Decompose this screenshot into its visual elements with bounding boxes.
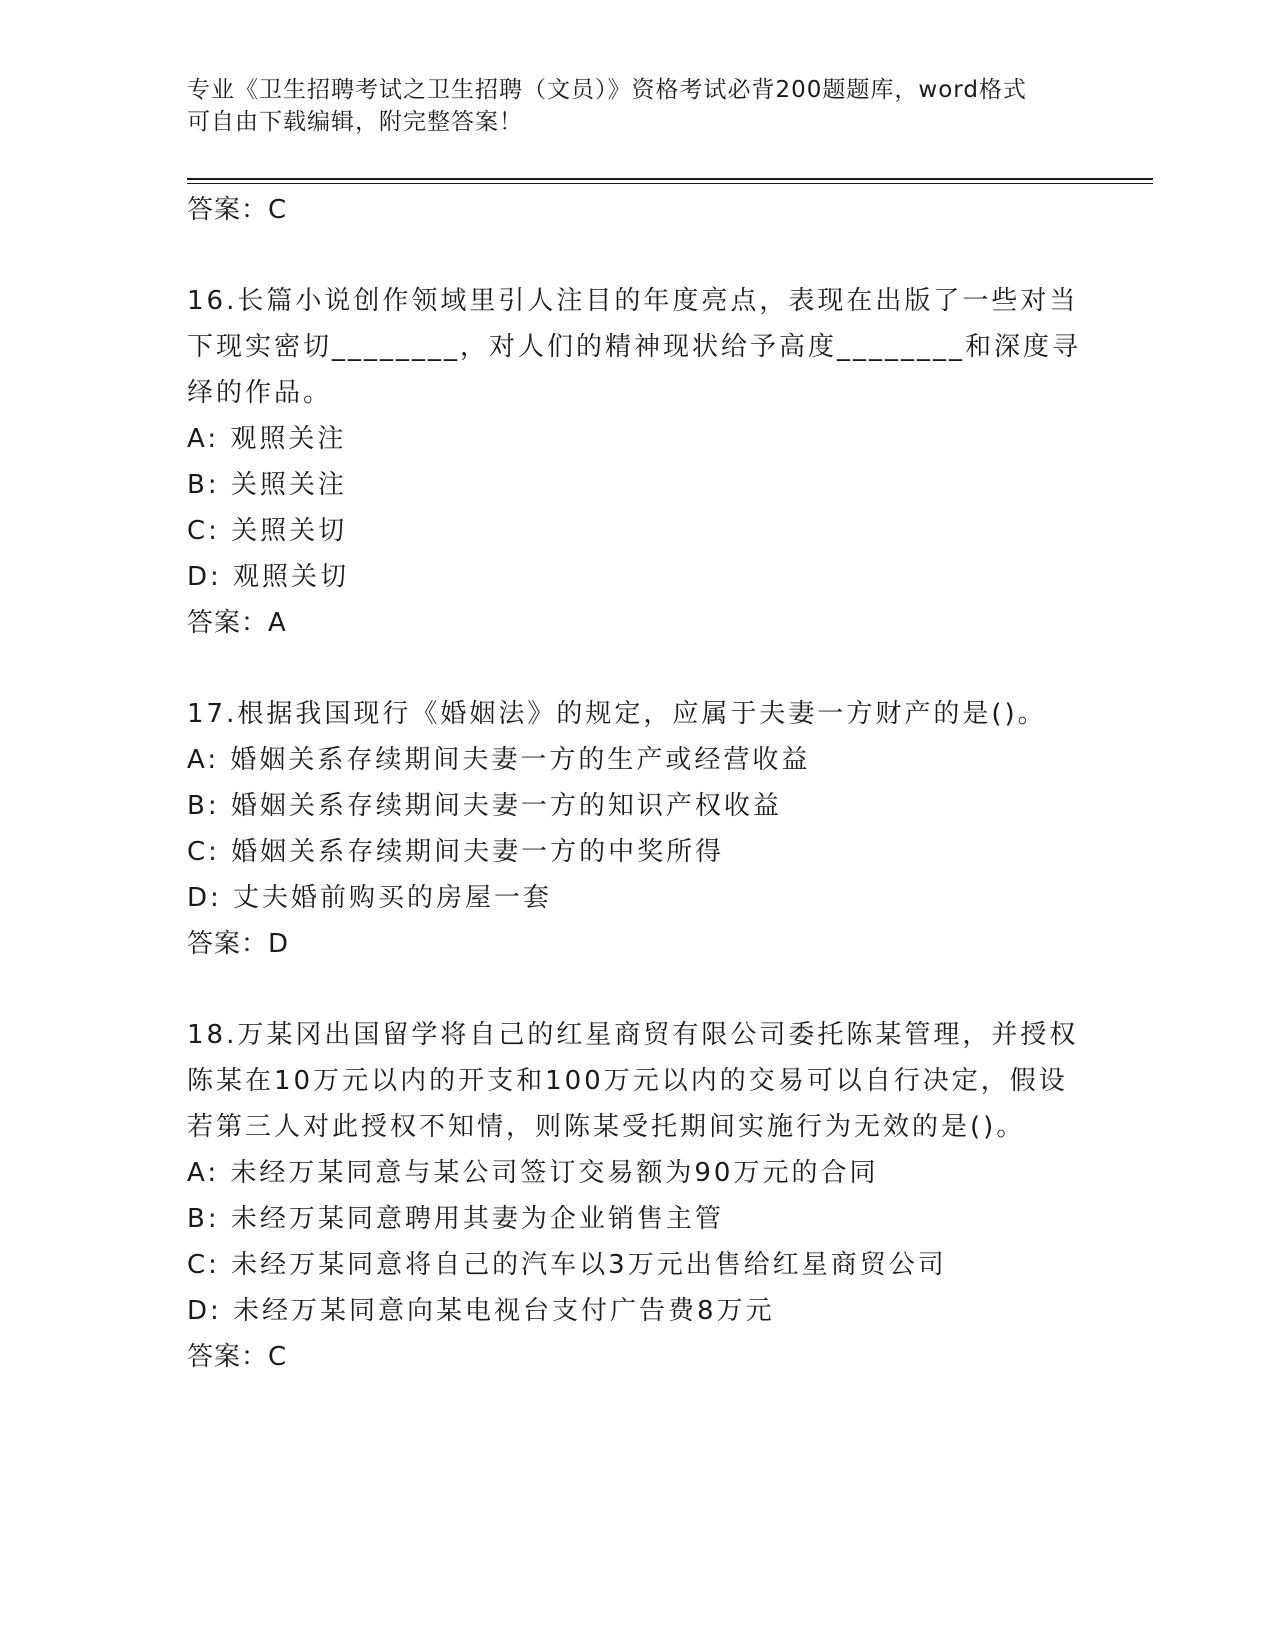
question-16 [187,278,1087,646]
question-16-option-c: C: 关照关切 [187,516,348,546]
question-17-option-b: B: 婚姻关系存续期间夫妻一方的知识产权收益 [187,791,782,821]
question-17-line-1: 17.根据我国现行《婚姻法》的规定，应属于夫妻一方财产的是()。 [187,699,1047,729]
question-18-option-d: D: 未经万某同意向某电视台支付广告费8万元 [187,1296,775,1326]
question-18-line-2: 陈某在10万元以内的开支和100万元以内的交易可以自行决定，假设 [187,1066,1068,1096]
question-18-option-b: B: 未经万某同意聘用其妻为企业销售主管 [187,1204,724,1234]
question-18-option-a: A: 未经万某同意与某公司签订交易额为90万元的合同 [187,1158,879,1188]
document-header [187,74,1067,138]
question-17-option-a: A: 婚姻关系存续期间夫妻一方的生产或经营收益 [187,745,811,775]
question-16-line-1: 16.长篇小说创作领域里引人注目的年度亮点，表现在出版了一些对当 [187,286,1079,316]
question-17 [187,691,1087,967]
question-16-line-3: 绎的作品。 [187,378,333,408]
answer-15: 答案：C [187,195,288,225]
header-line-1: 专业《卫生招聘考试之卫生招聘（文员）》资格考试必背200题题库，word格式 [187,77,1027,103]
question-18 [187,1012,1087,1380]
question-16-option-b: B: 关照关注 [187,470,347,500]
question-18-line-1: 18.万某冈出国留学将自己的红星商贸有限公司委托陈某管理，并授权 [187,1020,1079,1050]
header-rule-thin [187,183,1153,184]
answer-18: 答案：C [187,1342,288,1372]
question-17-option-d: D: 丈夫婚前购买的房屋一套 [187,883,553,913]
spacer [187,967,1087,1012]
header-line-2: 可自由下载编辑，附完整答案！ [187,109,523,135]
question-17-option-c: C: 婚姻关系存续期间夫妻一方的中奖所得 [187,837,725,867]
question-18-option-c: C: 未经万某同意将自己的汽车以3万元出售给红星商贸公司 [187,1250,947,1280]
header-rule-thick [187,178,1153,180]
question-18-line-3: 若第三人对此授权不知情，则陈某受托期间实施行为无效的是()。 [187,1112,1026,1142]
question-16-option-d: D: 观照关切 [187,562,350,592]
question-16-line-2: 下现实密切________，对人们的精神现状给予高度________和深度寻 [187,332,1082,362]
spacer [187,646,1087,691]
answer-17: 答案：D [187,929,290,959]
spacer [187,233,1087,278]
question-16-option-a: A: 观照关注 [187,424,347,454]
answer-16: 答案：A [187,608,287,638]
document-body [187,187,1087,1380]
